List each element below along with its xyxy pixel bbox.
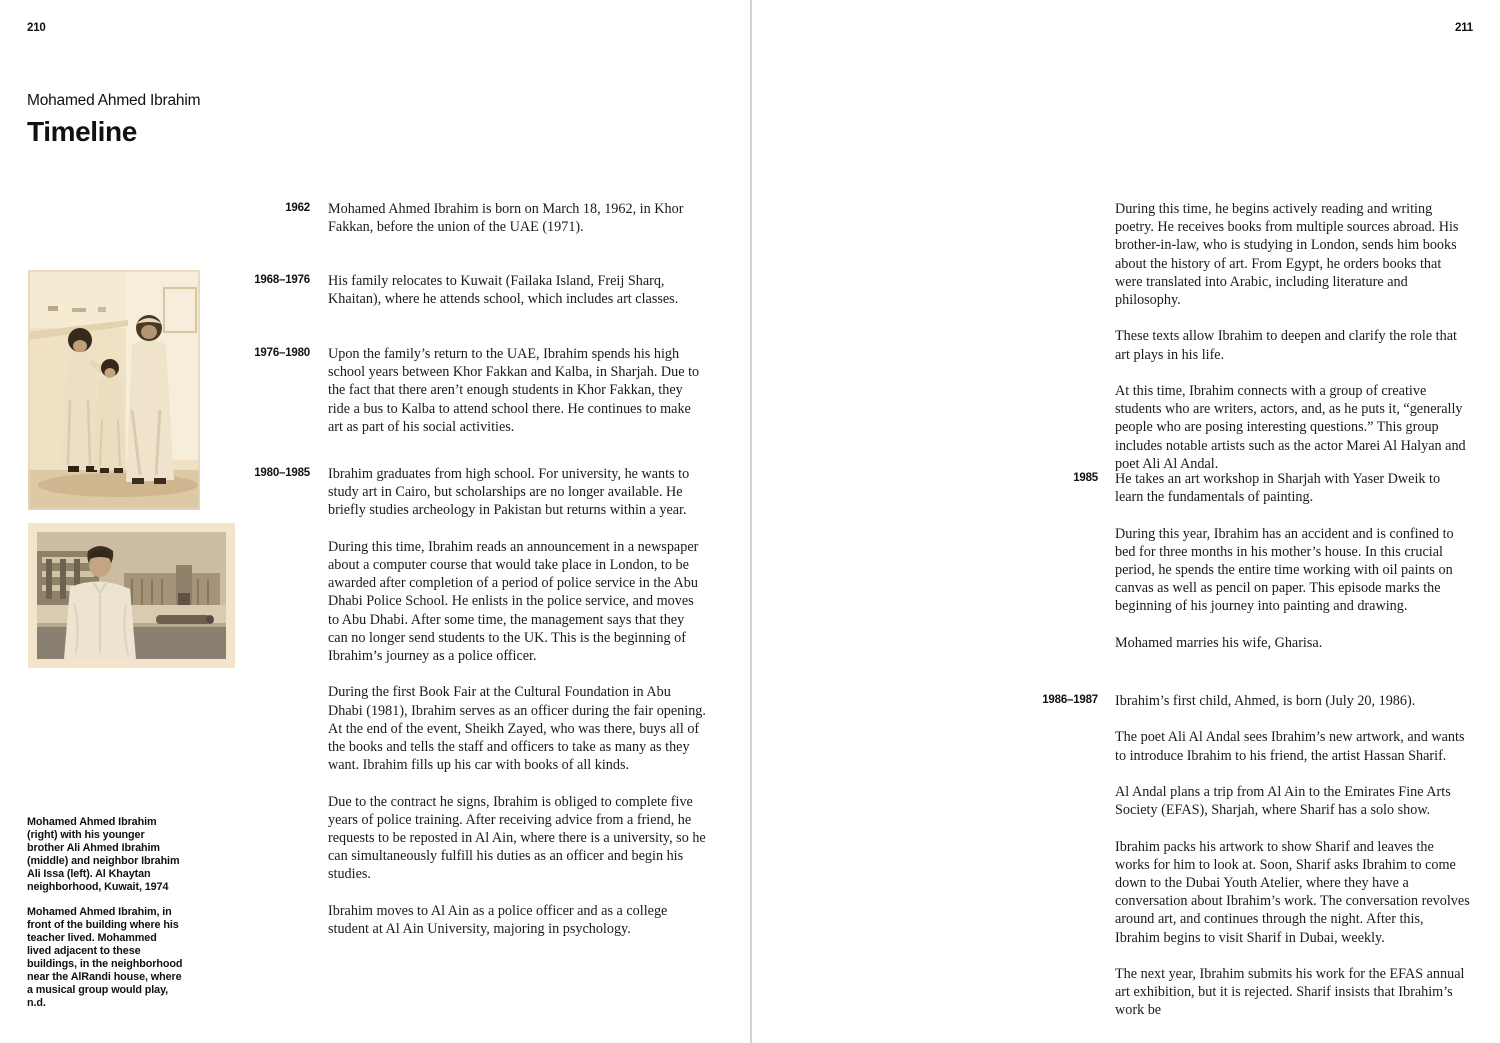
paragraph: The next year, Ibrahim submits his work for the EFAS annual art exhibition, but it is rejected. Sharif insists that Ibrahim’s work be: [1115, 965, 1465, 1019]
page-number-left: 210: [27, 22, 46, 34]
entry-text: [328, 272, 706, 308]
paragraph: During the first Book Fair at the Cultural Foundation in Abu Dhabi (1981), Ibrahim serves as an officer during the fair opening. At the end of the event, Sheikh Zayed, who was there, buys all of the books and tells the staff and officers to take as many as they want. Ibrahim fills up his car with books of all kinds.: [328, 684, 706, 774]
year-label: 1985: [1073, 472, 1098, 484]
timeline-entry-1980-1985: [230, 465, 706, 938]
paragraph: Mohamed marries his wife, Gharisa.: [1115, 634, 1323, 651]
paragraph: The poet Ali Al Andal sees Ibrahim’s new artwork, and wants to introduce Ibrahim to his friend, the artist Hassan Sharif.: [1115, 729, 1465, 764]
paragraph: Al Andal plans a trip from Al Ain to the Emirates Fine Arts Society (EFAS), Sharjah, where Sharif has a solo show.: [1115, 783, 1451, 819]
photo-man-buildings: [28, 523, 235, 668]
entry-text: [328, 345, 706, 436]
photo-caption-1: Mohamed Ahmed Ibrahim (right) with his younger brother Ali Ahmed Ibrahim (middle) and neighbor Ibrahim Ali Issa (left). Al Khaytan neighborhood, Kuwait, 1974: [27, 816, 180, 893]
paragraph: Ibrahim packs his artwork to show Sharif and leaves the works for him to look at. Soon, Sharif asks Ibrahim to come down to the Dubai Youth Atelier, where they have a conversation about Ibrahim’s work. The conversation revolves around art, and continues through the night. After this, Ibrahim begins to visit Sharif in Dubai, weekly.: [1115, 838, 1470, 946]
timeline-entry-1962: [230, 200, 706, 236]
paragraph: Due to the contract he signs, Ibrahim is obliged to complete five years of police training. After receiving advice from a friend, he requests to be reposted in Al Ain, where there is a university, so he can simultaneously fulfill his duties as an officer and begin his studies.: [328, 793, 706, 883]
entry-text: [328, 200, 706, 236]
paragraph: During this time, he begins actively reading and writing poetry. He receives books from multiple sources abroad. His brother-in-law, who is studying in London, sends him books about the history of art. From Egypt, he orders books that were translated into Arabic, including literature and philosophy.: [1115, 201, 1459, 309]
entry-text: [328, 465, 706, 938]
paragraph: His family relocates to Kuwait (Failaka Island, Freij Sharq, Khaitan), where he attends school, which includes art classes.: [328, 273, 679, 308]
year-label: 1986–1987: [1042, 694, 1098, 706]
continuation-text: [1115, 200, 1471, 473]
entry-text: [1115, 470, 1471, 652]
paragraph: During this time, Ibrahim reads an announcement in a newspaper about a computer course that would take place in London, to be awarded after completion of a period of police service in the Abu Dhabi Police School. He enlists in the police service, and moves to Abu Dhabi. After some time, the management says that they can no longer send students to the UK. This is the beginning of Ibrahim’s journey as a police officer.: [328, 538, 699, 665]
entry-text: [1115, 692, 1471, 1020]
year-label: 1980–1985: [254, 467, 310, 479]
timeline-entry-1986-1987: [1008, 692, 1471, 1020]
timeline-entry-1985: [1008, 470, 1471, 652]
paragraph: Ibrahim’s first child, Ahmed, is born (July 20, 1986).: [1115, 693, 1416, 709]
year-label: 1976–1980: [254, 347, 310, 359]
paragraph: Ibrahim graduates from high school. For university, he wants to study art in Cairo, but scholarships are no longer available. He briefly studies archeology in Pakistan but returns within a year.: [328, 466, 690, 519]
paragraph: During this year, Ibrahim has an accident and is confined to bed for three months in his mother’s house. In this crucial period, he spends the entire time working with oil paints on canvas as well as pencil on paper. This episode marks the beginning of his journey into painting and drawing.: [1115, 525, 1454, 615]
paragraph: These texts allow Ibrahim to deepen and clarify the role that art plays in his life.: [1115, 328, 1457, 363]
year-label: 1968–1976: [254, 274, 310, 286]
artist-name: Mohamed Ahmed Ibrahim: [27, 92, 201, 109]
timeline-entry-1976-1980: [230, 345, 706, 436]
page-title: Timeline: [27, 116, 137, 147]
paragraph: Ibrahim moves to Al Ain as a police officer and as a college student at Al Ain University, majoring in psychology.: [328, 902, 668, 938]
page-number-right: 211: [1455, 22, 1473, 34]
paragraph: Mohamed Ahmed Ibrahim is born on March 18, 1962, in Khor Fakkan, before the union of the UAE (1971).: [328, 201, 684, 236]
photo-caption-2: Mohamed Ahmed Ibrahim, in front of the building where his teacher lived. Mohammed lived adjacent to these buildings, in the neighborhood near the AlRandi house, where a musical group would play, n.d.: [27, 906, 183, 1009]
timeline-entry-1968-1976: [230, 272, 706, 308]
year-label: 1962: [285, 202, 310, 214]
paragraph: At this time, Ibrahim connects with a group of creative students who are writers, actors, and, as he puts it, “generally people who are posing interesting questions.” This group includes notable artists such as the actor Marei Al Halyan and poet Ali Al Andal.: [1115, 383, 1466, 472]
photo-three-boys: [28, 270, 200, 510]
paragraph: Upon the family’s return to the UAE, Ibrahim spends his high school years between Khor Fakkan and Kalba, in Sharjah. Due to the fact that there aren’t enough students in Khor Fakkan, they ride a bus to Kalba to attend school there. He continues to make art as part of his social activities.: [328, 346, 700, 435]
paragraph: He takes an art workshop in Sharjah with Yaser Dweik to learn the fundamentals of painting.: [1115, 471, 1441, 506]
page-divider: [750, 0, 752, 1043]
